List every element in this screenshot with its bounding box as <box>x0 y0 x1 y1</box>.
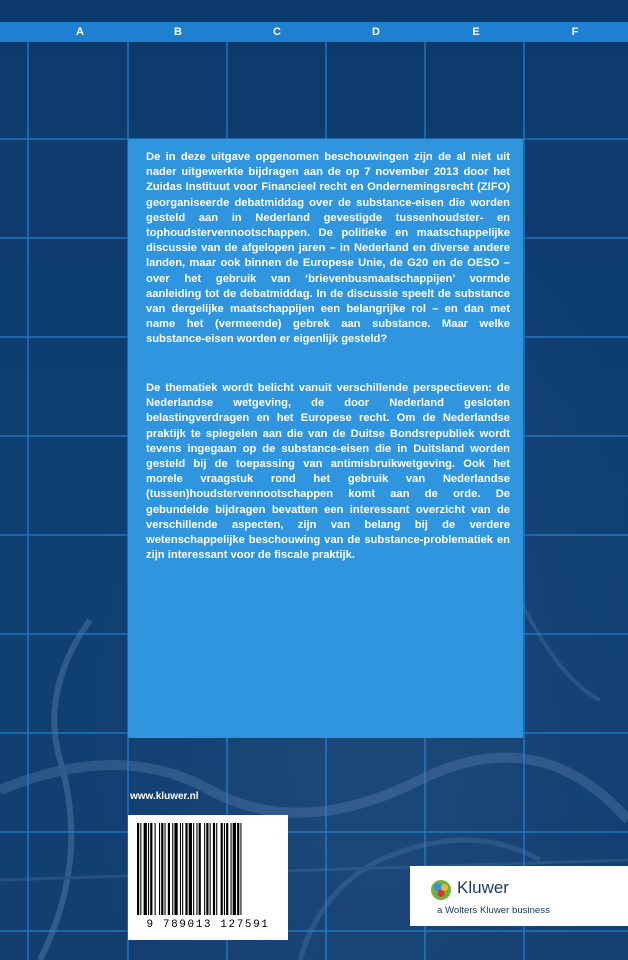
description-paragraph-2: De thematiek wordt belicht vanuit verschillende perspectieven: de Nederlandse wetgeving, de door Nederland gesloten belastingverdragen en het Europese recht. Om de Nederlandse praktijk te spiegelen aan die van de Duitse Bondsrepubliek wordt tevens ingegaan op de substance-eisen die in Duitsland worden gesteld bij de toepassing van antimisbruikwetgeving. Ook het morele vraagstuk rond het gebruik van Nederlandse (tussen)houdstervennootschappen komt aan de orde. De gebundelde bijdragen bevatten een interessant overzicht van de verschillende aspecten, zijn van belang bij de verdere wetenschappelijke beschouwing van de substance-problematiek en zijn interessant voor de fiscale praktijk. <box>146 382 510 562</box>
column-letter-b: B <box>174 26 182 38</box>
publisher-name: Kluwer <box>457 878 509 897</box>
column-letter-c: C <box>273 26 281 38</box>
barcode <box>128 815 288 940</box>
barcode-digits: 9 789013 127591 <box>146 919 270 931</box>
publisher-website: www.kluwer.nl <box>130 791 199 802</box>
kluwer-logo-icon <box>430 879 452 901</box>
column-letter-e: E <box>472 26 480 38</box>
description-paragraph-1: De in deze uitgave opgenomen beschouwingen zijn de al niet uit nader uitgewerkte bijdragen aan de op 7 november 2013 door het Zuidas Instituut voor Financieel recht en Ondernemingsrecht (ZIFO) georganiseerde debatmiddag over de substance-eisen die worden gesteld aan in Nederland gevestigde tussenhoudster- en tophoudstervennootschappen. De politieke en maatschappelijke discussie van de afgelopen jaren – in Nederland en diverse andere landen, maar ook binnen de Europese Unie, de G20 en de OESO – over het gebruik van ‘brievenbusmaatschappijen’ vormde aanleiding tot de debatmiddag. In de discussie speelt de substance van dergelijke maatschappijen een belangrijke rol – en dan met name het (vermeende) gebrek aan substance. Maar welke substance-eisen worden er eigenlijk gesteld? <box>146 151 510 346</box>
column-letter-a: A <box>76 26 84 38</box>
publisher-logo-box <box>410 866 628 926</box>
column-letter-f: F <box>571 26 579 38</box>
column-letter-d: D <box>372 26 380 38</box>
column-header-bar <box>0 22 628 42</box>
publisher-tagline: a Wolters Kluwer business <box>437 905 550 916</box>
barcode-bars <box>135 823 281 917</box>
